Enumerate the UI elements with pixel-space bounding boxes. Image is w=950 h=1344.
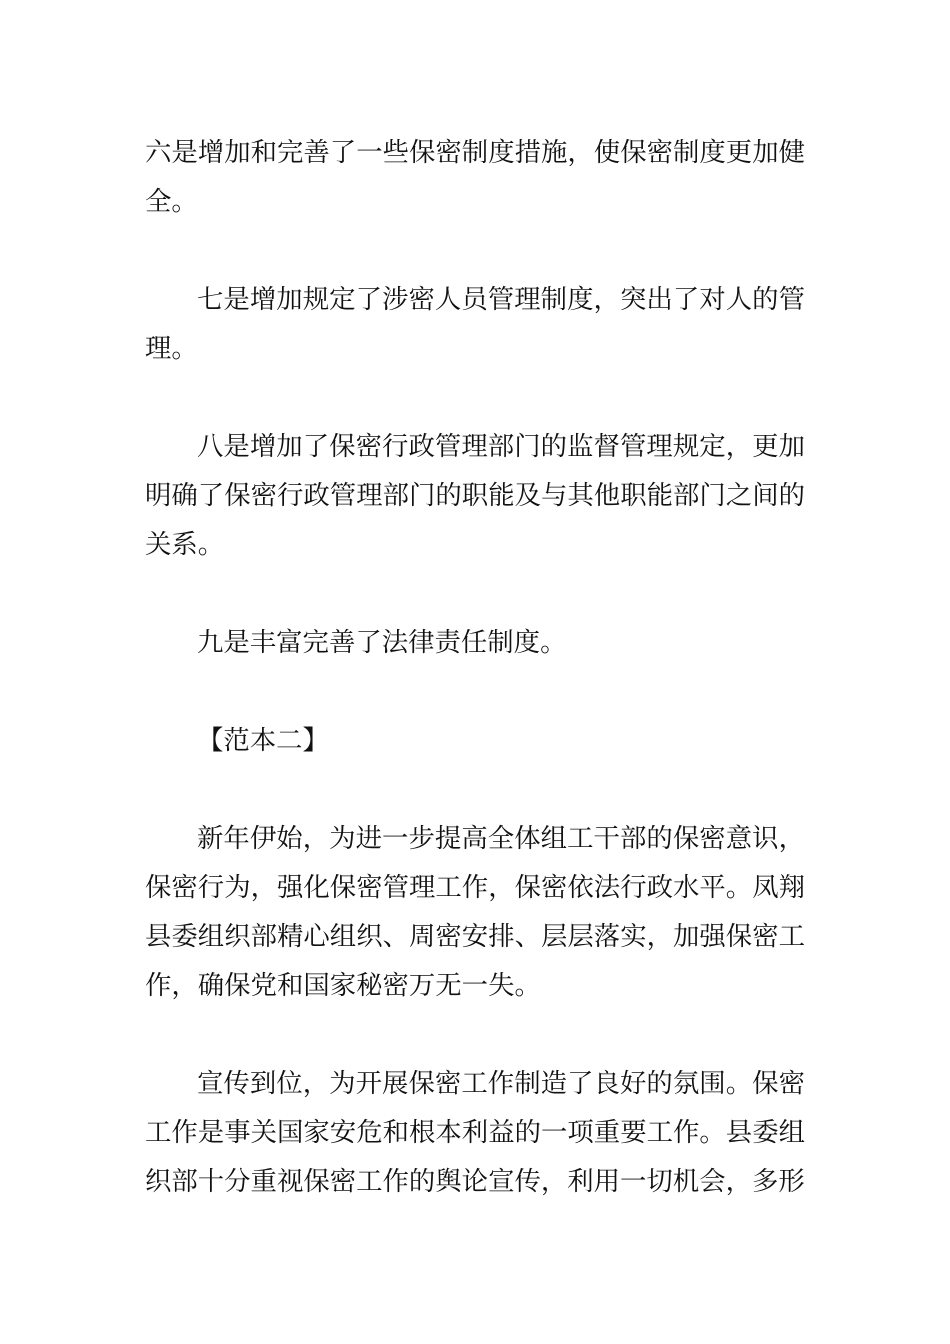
document-page xyxy=(145,128,805,1255)
paragraph-publicity: 宣传到位，为开展保密工作制造了良好的氛围。保密工作是事关国家安危和根本利益的一项重要工作。县委组织部十分重视保密工作的舆论宣传，利用一切机会，多形 xyxy=(145,1068,805,1197)
paragraph-new-year: 新年伊始，为进一步提高全体组工干部的保密意识，保密行为，强化保密管理工作，保密依法行政水平。凤翔县委组织部精心组织、周密安排、层层落实，加强保密工作，确保党和国家秘密万无一失。 xyxy=(145,823,805,1001)
paragraph-seven: 七是增加规定了涉密人员管理制度，突出了对人的管理。 xyxy=(145,284,805,364)
paragraph-eight: 八是增加了保密行政管理部门的监督管理规定，更加明确了保密行政管理部门的职能及与其他职能部门之间的关系。 xyxy=(145,431,805,560)
paragraph-six: 六是增加和完善了一些保密制度措施，使保密制度更加健全。 xyxy=(145,137,805,217)
paragraph-nine: 九是丰富完善了法律责任制度。 xyxy=(197,627,567,658)
section-heading: 【范本二】 xyxy=(197,725,329,756)
